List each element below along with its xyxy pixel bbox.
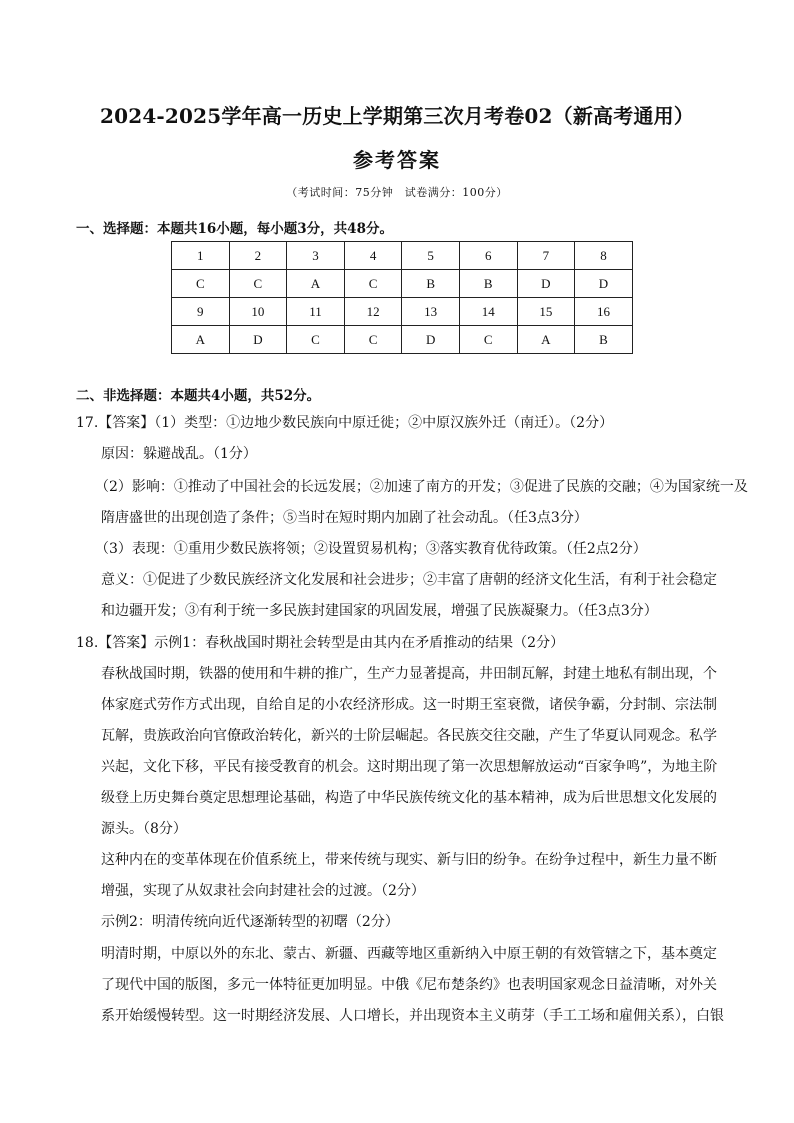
- question-number-cell: 3: [287, 242, 345, 270]
- question-number-cell: 6: [459, 242, 517, 270]
- q18-paragraph-line: 体家庭式劳作方式出现，自给自足的小农经济形成。这一时期王室衰微，诸侯争霸，分封制、宗法制: [101, 697, 717, 713]
- section2-heading: 二、非选择题：本题共4小题，共52分。: [76, 388, 321, 404]
- answer-cell: C: [172, 270, 230, 298]
- page-title: 2024-2025学年高一历史上学期第三次月考卷02（新高考通用）: [99, 104, 695, 128]
- q18-paragraph-line: 春秋战国时期，铁器的使用和牛耕的推广，生产力显著提高，井田制瓦解，封建土地私有制出现，个: [101, 666, 717, 682]
- question-number-cell: 10: [229, 298, 287, 326]
- q17-impact-line: （2）影响：①推动了中国社会的长远发展；②加速了南方的开发；③促进了民族的交融；④为国家统一及: [95, 479, 748, 495]
- q17-significance-line: 意义：①促进了少数民族经济文化发展和社会进步；②丰富了唐朝的经济文化生活，有利于社会稳定: [101, 572, 717, 588]
- answer-cell: A: [172, 326, 230, 354]
- answer-cell: D: [575, 270, 633, 298]
- section1-heading: 一、选择题：本题共16小题，每小题3分，共48分。: [76, 221, 393, 237]
- q18-answer-line: 18.【答案】示例1：春秋战国时期社会转型是由其内在矛盾推动的结果（2分）: [76, 635, 565, 651]
- answer-cell: D: [517, 270, 575, 298]
- q17-significance-line-cont: 和边疆开发；③有利于统一多民族封建国家的巩固发展，增强了民族凝聚力。（任3点3分）: [101, 603, 658, 619]
- exam-info: （考试时间：75分钟 试卷满分：100分）: [286, 186, 508, 199]
- q17-impact-line-cont: 隋唐盛世的出现创造了条件；⑤当时在短时期内加剧了社会动乱。（任3点3分）: [101, 510, 588, 526]
- q18-paragraph-line: 系开始缓慢转型。这一时期经济发展、人口增长，并出现资本主义萌芽（手工工场和雇佣关系），白银: [101, 1008, 724, 1024]
- answer-cell: B: [459, 270, 517, 298]
- answer-table: [171, 241, 633, 354]
- answer-cell: C: [459, 326, 517, 354]
- q17-answer-line: 17.【答案】（1）类型：①边地少数民族向中原迁徙；②中原汉族外迁（南迁）。（2分）: [76, 415, 614, 431]
- answer-cell: C: [229, 270, 287, 298]
- answer-cell: A: [287, 270, 345, 298]
- question-number-cell: 2: [229, 242, 287, 270]
- answer-row: [172, 270, 633, 298]
- q18-paragraph-line: 了现代中国的版图，多元一体特征更加明显。中俄《尼布楚条约》也表明国家观念日益清晰，对外关: [101, 977, 717, 993]
- question-number-cell: 8: [575, 242, 633, 270]
- question-number-cell: 5: [402, 242, 460, 270]
- question-number-cell: 1: [172, 242, 230, 270]
- question-number-row: [172, 298, 633, 326]
- q17-manifest-line: （3）表现：①重用少数民族将领；②设置贸易机构；③落实教育优待政策。（任2点2分）: [95, 541, 647, 557]
- question-number-cell: 13: [402, 298, 460, 326]
- question-number-cell: 4: [344, 242, 402, 270]
- answer-cell: C: [287, 326, 345, 354]
- q18-paragraph-line: 级登上历史舞台奠定思想理论基础，构造了中华民族传统文化的基本精神，成为后世思想文化发展的: [101, 790, 717, 806]
- answer-cell: A: [517, 326, 575, 354]
- page-subtitle: 参考答案: [353, 148, 441, 172]
- q18-paragraph-line: 瓦解，贵族政治向官僚政治转化，新兴的士阶层崛起。各民族交往交融，产生了华夏认同观念。私学: [101, 728, 717, 744]
- question-number-cell: 11: [287, 298, 345, 326]
- question-number-cell: 9: [172, 298, 230, 326]
- answer-cell: D: [402, 326, 460, 354]
- answer-cell: C: [344, 270, 402, 298]
- answer-row: [172, 326, 633, 354]
- question-number-cell: 14: [459, 298, 517, 326]
- q18-example2-line: 示例2：明清传统向近代逐渐转型的初曙（2分）: [101, 914, 399, 930]
- q18-paragraph-line: 增强，实现了从奴隶社会向封建社会的过渡。（2分）: [101, 883, 425, 899]
- question-number-cell: 15: [517, 298, 575, 326]
- answer-cell: D: [229, 326, 287, 354]
- question-number-cell: 12: [344, 298, 402, 326]
- answer-cell: C: [344, 326, 402, 354]
- answer-cell: B: [575, 326, 633, 354]
- q18-paragraph-line: 明清时期，中原以外的东北、蒙古、新疆、西藏等地区重新纳入中原王朝的有效管辖之下，基本奠定: [101, 946, 717, 962]
- q18-paragraph-line: 兴起，文化下移，平民有接受教育的机会。这时期出现了第一次思想解放运动“百家争鸣”，为地主阶: [101, 759, 718, 775]
- question-number-cell: 16: [575, 298, 633, 326]
- question-number-row: [172, 242, 633, 270]
- answer-cell: B: [402, 270, 460, 298]
- question-number-cell: 7: [517, 242, 575, 270]
- q17-reason-line: 原因：躲避战乱。（1分）: [101, 446, 257, 462]
- q18-paragraph-line: 这种内在的变革体现在价值系统上，带来传统与现实、新与旧的纷争。在纷争过程中，新生力量不断: [101, 852, 717, 868]
- q18-paragraph-line: 源头。（8分）: [101, 821, 187, 837]
